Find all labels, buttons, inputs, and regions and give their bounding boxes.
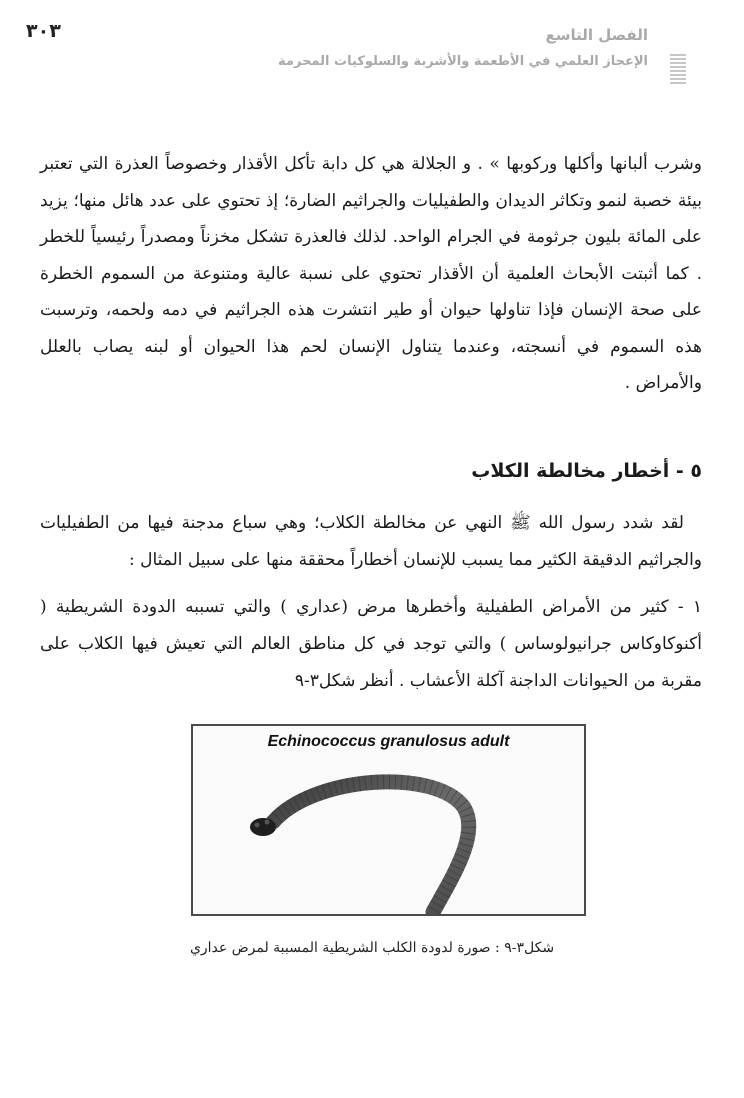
chapter-title: الفصل التاسع — [545, 26, 648, 44]
body-paragraph-3: ١ - كثير من الأمراض الطفيلية وأخطرها مرض (عداري ) والتي تسببه الدودة الشريطية ( أكنوكاوكاس جرانيولوساس ) والتي توجد في كل مناطق العالم التي تعيش فيها الكلاب على مقربة من الحيوانات الداجنة آكلة الأعشاب . أنظر شكل٣-٩ — [40, 597, 702, 691]
running-header — [278, 26, 648, 69]
figure-caption: شكل٣-٩ : صورة لدودة الكلب الشريطية المسببة لمرض عداري — [189, 940, 555, 956]
tapeworm-segments — [273, 782, 469, 912]
tapeworm-scolex — [250, 818, 276, 836]
section-heading: ٥ - أخطار مخالطة الكلاب — [471, 460, 702, 482]
book-title: الإعجاز العلمي في الأطعمة والأشربة والسلوكيات المحرمة — [278, 54, 648, 69]
figure-frame — [191, 724, 586, 916]
header-ornament-bar — [670, 52, 686, 84]
figure-title: Echinococcus granulosus adult — [267, 733, 510, 750]
body-paragraph-2: لقد شدد رسول الله ﷺ النهي عن مخالطة الكلاب؛ وهي سباع مدجنة فيها من الطفيليات والجراثيم الدقيقة الكثير مما يسبب للإنسان أخطاراً محققة منها على سبيل المثال : — [40, 513, 702, 570]
page-number: ٣٠٣ — [26, 20, 61, 42]
body-paragraph-1: وشرب ألبانها وأكلها وركوبها » . و الجلالة هي كل دابة تأكل الأقذار وخصوصاً العذرة التي تعتبر بيئة خصبة لنمو وتكاثر الديدان والطفيليات والجراثيم الضارة؛ إذ تحتوي على عدد هائل منها؛ يزيد على المائة بليون جرثومة في الجرام الواحد. لذلك فالعذرة تشكل مخزناً ومصدراً رئيسياً للخطر . كما أثبتت الأبحاث العلمية أن الأقذار تحتوي على نسبة عالية ومتنوعة من السموم الخطرة على صحة الإنسان فإذا تناولها حيوان أو طير انتشرت هذه الجراثيم في دمه ولحمه، وترسبت هذه السموم في أنسجته، وعندما يتناول الإنسان لحم هذا الحيوان أو لبنه يصاب بالعلل والأمراض . — [40, 154, 702, 393]
tapeworm-photo — [193, 726, 584, 914]
